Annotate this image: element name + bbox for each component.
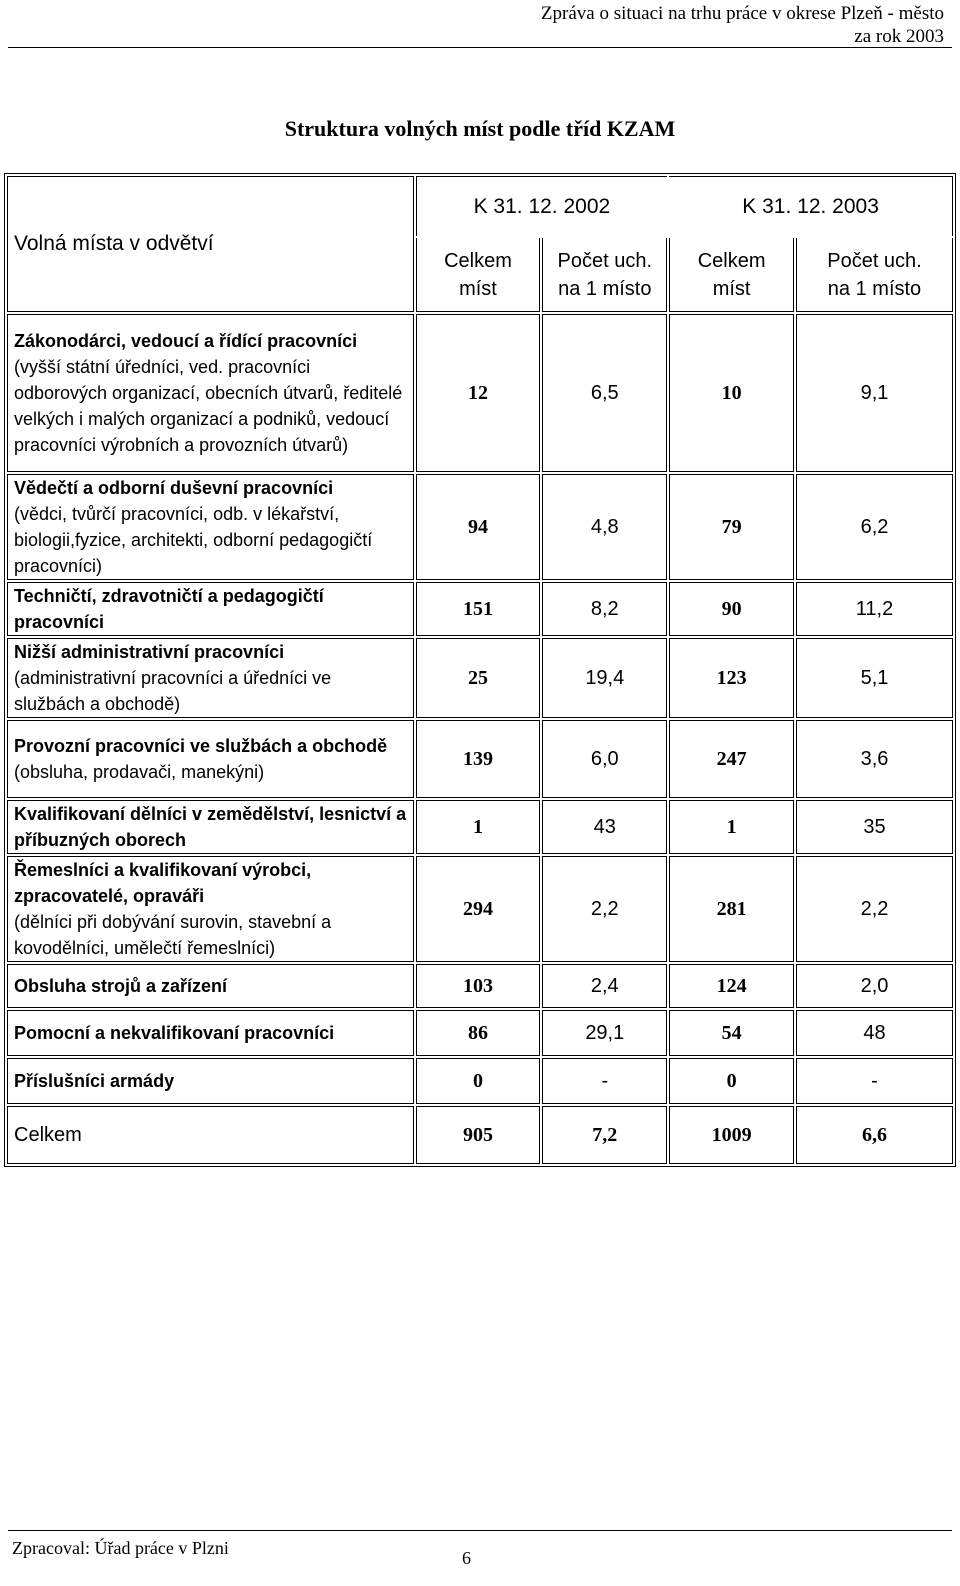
table-row: [7, 582, 953, 636]
row-label: Kvalifikovaní dělníci v zemědělství, lesnictví a příbuzných oborech: [7, 800, 414, 854]
subheader-pocet-2002: Počet uch. na 1 místo: [542, 238, 667, 312]
footer-source: Zpracoval: Úřad práce v Plzni: [12, 1538, 229, 1558]
cell-celkem-2003: 247: [669, 720, 794, 798]
total-pocet-2003: 6,6: [796, 1106, 953, 1164]
cell-pocet-2003: 2,2: [796, 856, 953, 962]
row-label: Zákonodárci, vedoucí a řídící pracovníci (vyšší státní úředníci, ved. pracovníci odborových organizací, obecních útvarů, ředitelé velkých i malých organizací a podniků, vedoucí pracovníci výrobních a provozních útvarů): [7, 314, 414, 472]
cell-pocet-2002: 6,0: [542, 720, 667, 798]
cell-celkem-2003: 1: [669, 800, 794, 854]
cell-pocet-2002: 6,5: [542, 314, 667, 472]
cell-celkem-2002: 94: [416, 474, 541, 580]
cell-celkem-2003: 10: [669, 314, 794, 472]
subheader-celkem-2002: Celkem míst: [416, 238, 541, 312]
cell-pocet-2002: 19,4: [542, 638, 667, 718]
row-label: Příslušníci armády: [7, 1058, 414, 1104]
row-label: Vědečtí a odborní duševní pracovníci (vědci, tvůrčí pracovníci, odb. v lékařství, biologii,fyzice, architekti, odborní pedagogičtí pracovníci): [7, 474, 414, 580]
cell-celkem-2002: 1: [416, 800, 541, 854]
cell-pocet-2002: 8,2: [542, 582, 667, 636]
cell-pocet-2002: 29,1: [542, 1010, 667, 1056]
column-header-label: Volná místa v odvětví: [7, 176, 414, 312]
cell-pocet-2003: -: [796, 1058, 953, 1104]
cell-celkem-2002: 294: [416, 856, 541, 962]
cell-pocet-2003: 3,6: [796, 720, 953, 798]
row-label: Provozní pracovníci ve službách a obchodě (obsluha, prodavači, manekýni): [7, 720, 414, 798]
cell-pocet-2003: 11,2: [796, 582, 953, 636]
cell-celkem-2003: 0: [669, 1058, 794, 1104]
cell-celkem-2003: 54: [669, 1010, 794, 1056]
cell-celkem-2002: 0: [416, 1058, 541, 1104]
document-header: [541, 2, 944, 48]
cell-celkem-2002: 139: [416, 720, 541, 798]
table-row: [7, 314, 953, 472]
total-label: Celkem: [7, 1106, 414, 1164]
cell-celkem-2003: 123: [669, 638, 794, 718]
cell-celkem-2002: 25: [416, 638, 541, 718]
footer-rule: [8, 1530, 952, 1531]
cell-pocet-2003: 6,2: [796, 474, 953, 580]
total-celkem-2002: 905: [416, 1106, 541, 1164]
table-row: [7, 800, 953, 854]
page-number: 6: [462, 1548, 471, 1568]
row-label: Pomocní a nekvalifikovaní pracovníci: [7, 1010, 414, 1056]
table-row: [7, 856, 953, 962]
table-row: [7, 474, 953, 580]
table-row: [7, 964, 953, 1008]
total-celkem-2003: 1009: [669, 1106, 794, 1164]
cell-pocet-2002: 4,8: [542, 474, 667, 580]
cell-celkem-2002: 12: [416, 314, 541, 472]
header-line-2: za rok 2003: [854, 26, 944, 47]
cell-pocet-2002: 2,4: [542, 964, 667, 1008]
cell-celkem-2003: 90: [669, 582, 794, 636]
header-rule: [8, 47, 952, 48]
cell-pocet-2002: -: [542, 1058, 667, 1104]
subheader-pocet-2003: Počet uch. na 1 místo: [796, 238, 953, 312]
table-total-row: [7, 1106, 953, 1164]
cell-pocet-2002: 2,2: [542, 856, 667, 962]
cell-celkem-2003: 79: [669, 474, 794, 580]
header-line-1: Zpráva o situaci na trhu práce v okrese Plzeň - město: [540, 3, 944, 24]
cell-pocet-2003: 9,1: [796, 314, 953, 472]
cell-pocet-2003: 48: [796, 1010, 953, 1056]
cell-celkem-2002: 86: [416, 1010, 541, 1056]
cell-pocet-2003: 5,1: [796, 638, 953, 718]
cell-celkem-2003: 281: [669, 856, 794, 962]
table-row: [7, 720, 953, 798]
cell-pocet-2002: 43: [542, 800, 667, 854]
kzam-table: [4, 173, 956, 1167]
cell-celkem-2003: 124: [669, 964, 794, 1008]
row-label: Řemeslníci a kvalifikovaní výrobci, zpracovatelé, opraváři (dělníci při dobývání surovin, stavební a kovodělníci, umělečtí řemeslníci): [7, 856, 414, 962]
cell-celkem-2002: 103: [416, 964, 541, 1008]
table-row: [7, 638, 953, 718]
row-label: Techničtí, zdravotničtí a pedagogičtí pracovníci: [7, 582, 414, 636]
page-title: Struktura volných míst podle tříd KZAM: [284, 116, 676, 141]
cell-celkem-2002: 151: [416, 582, 541, 636]
subheader-celkem-2003: Celkem míst: [669, 238, 794, 312]
cell-pocet-2003: 35: [796, 800, 953, 854]
table-row: [7, 1010, 953, 1056]
column-header-2002: K 31. 12. 2002: [416, 176, 668, 236]
total-pocet-2002: 7,2: [542, 1106, 667, 1164]
column-header-2003: K 31. 12. 2003: [669, 176, 953, 236]
cell-pocet-2003: 2,0: [796, 964, 953, 1008]
table-row: [7, 1058, 953, 1104]
row-label: Nižší administrativní pracovníci (administrativní pracovníci a úředníci ve službách a obchodě): [7, 638, 414, 718]
row-label: Obsluha strojů a zařízení: [7, 964, 414, 1008]
